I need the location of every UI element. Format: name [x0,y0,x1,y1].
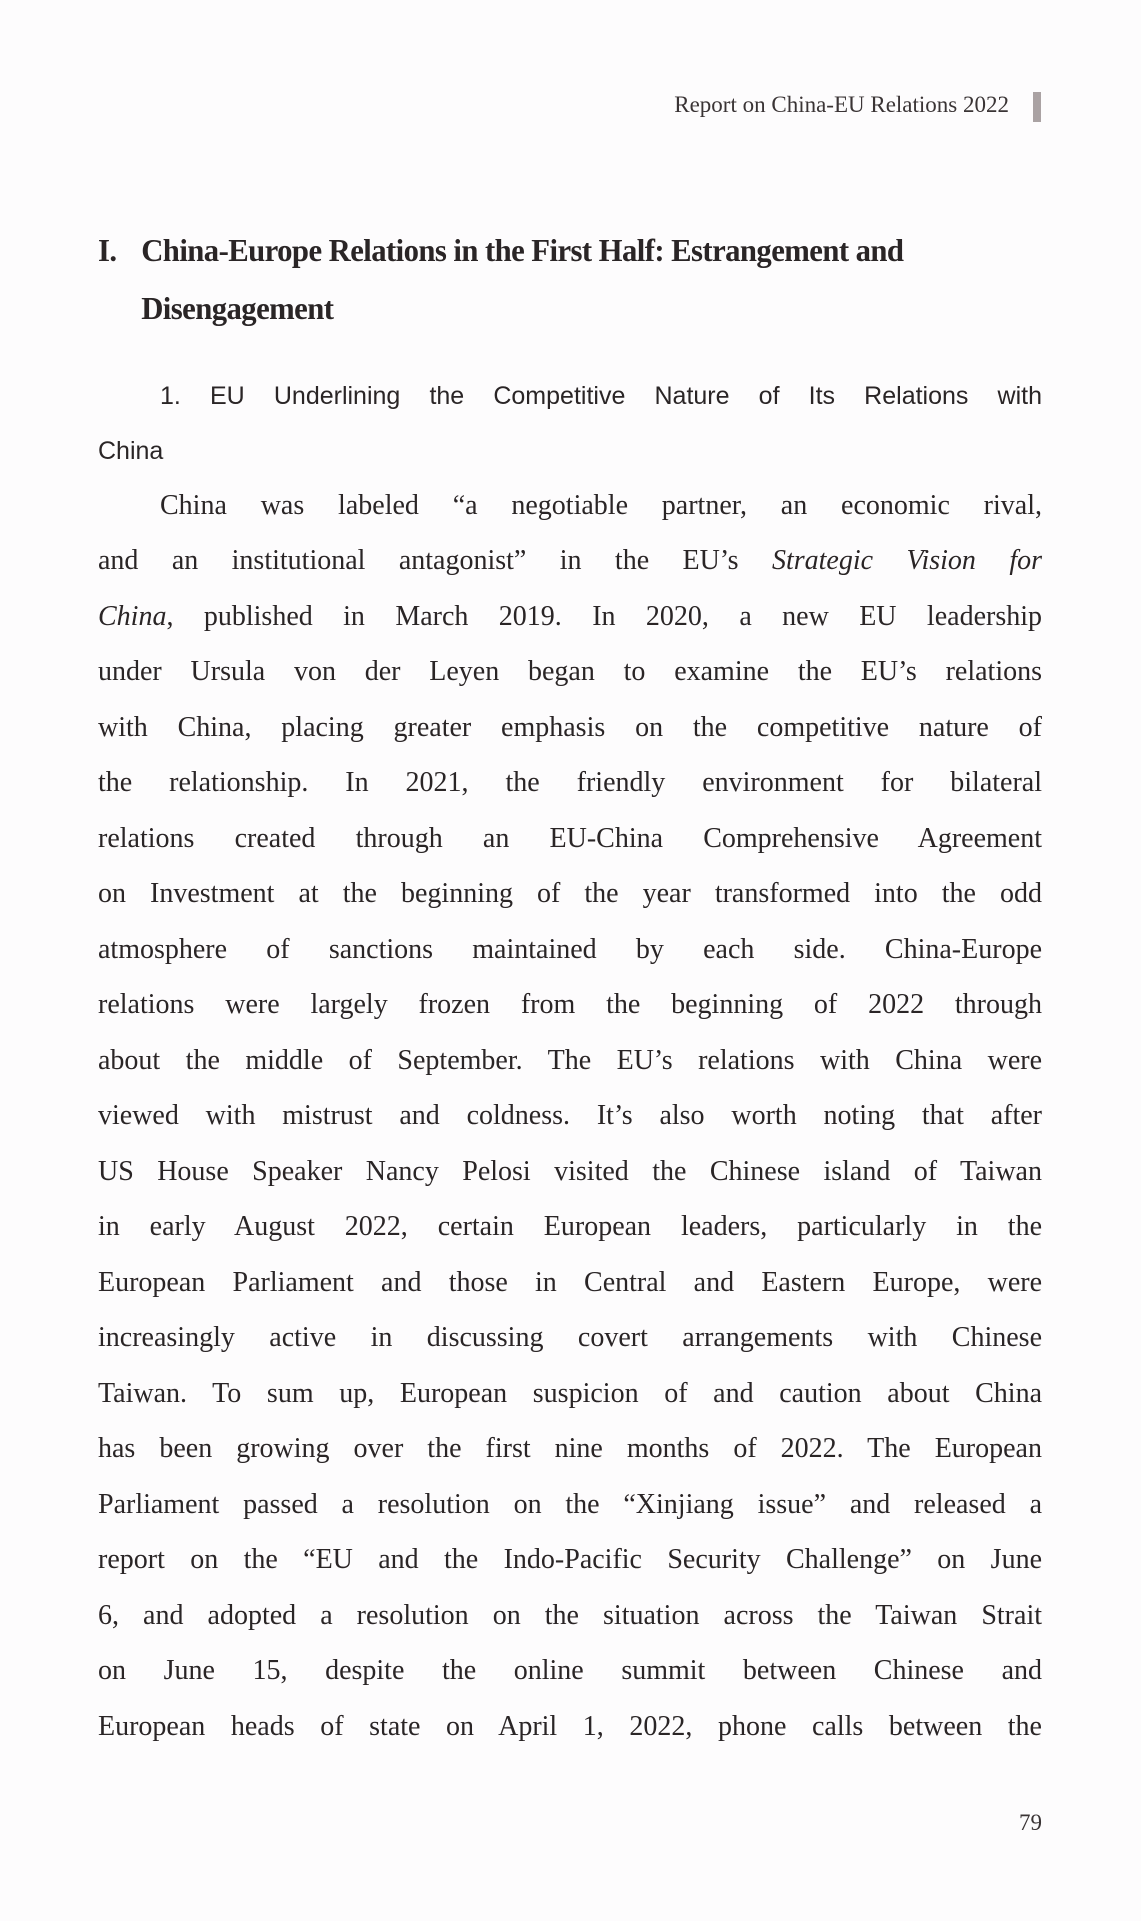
header-marker-bar [1033,92,1041,122]
body-line: Taiwan. To sum up, European suspicion of and caution about China [98,1378,1042,1409]
body-line: report on the “EU and the Indo-Pacific Security Challenge” on June [98,1544,1042,1575]
body-line: Parliament passed a resolution on the “Xinjiang issue” and released a [98,1489,1042,1520]
book-title-italic: China [98,601,167,632]
body-line: on June 15, despite the online summit between Chinese and [98,1655,1042,1686]
body-line: European Parliament and those in Central and Eastern Europe, were [98,1267,1042,1298]
body-line: in early August 2022, certain European leaders, particularly in the [98,1211,1042,1242]
body-line [98,600,1042,634]
section-title-line-2: Disengagement [141,290,334,326]
body-line: about the middle of September. The EU’s relations with China were [98,1045,1042,1076]
body-line: relations were largely frozen from the beginning of 2022 through [98,989,1042,1020]
page-number: 79 [1019,1810,1042,1835]
book-title-italic: Strategic Vision for [771,545,1043,576]
body-line [98,544,1042,578]
body-line: China was labeled “a negotiable partner, an economic rival, [160,490,1042,521]
body-line: increasingly active in discussing covert arrangements with Chinese [98,1322,1042,1353]
running-header: Report on China-EU Relations 2022 [674,92,1009,117]
body-line: viewed with mistrust and coldness. It’s also worth noting that after [98,1100,1042,1131]
body-line: atmosphere of sanctions maintained by each side. China-Europe [98,934,1042,965]
body-text-run: , published in March 2019. In 2020, a new EU leadership [166,601,1042,632]
section-title-line-1: China-Europe Relations in the First Half: Estrangement and [141,232,904,268]
body-line: US House Speaker Nancy Pelosi visited the Chinese island of Taiwan [98,1156,1042,1187]
body-line: the relationship. In 2021, the friendly environment for bilateral [98,767,1042,798]
body-line: European heads of state on April 1, 2022, phone calls between the [98,1711,1042,1742]
section-number: I. [98,232,117,268]
body-line: has been growing over the first nine months of 2022. The European [98,1433,1042,1464]
body-line: on Investment at the beginning of the year transformed into the odd [98,878,1042,909]
body-line: 6, and adopted a resolution on the situation across the Taiwan Strait [98,1600,1042,1631]
subsection-title-line-1: 1. EU Underlining the Competitive Nature of Its Relations with [160,382,1042,410]
body-line: relations created through an EU-China Comprehensive Agreement [98,823,1042,854]
subsection-title-line-2: China [98,437,164,465]
body-line: with China, placing greater emphasis on the competitive nature of [98,712,1042,743]
body-line: under Ursula von der Leyen began to examine the EU’s relations [98,656,1042,687]
body-text-run: and an institutional antagonist” in the EU’s [98,545,772,576]
